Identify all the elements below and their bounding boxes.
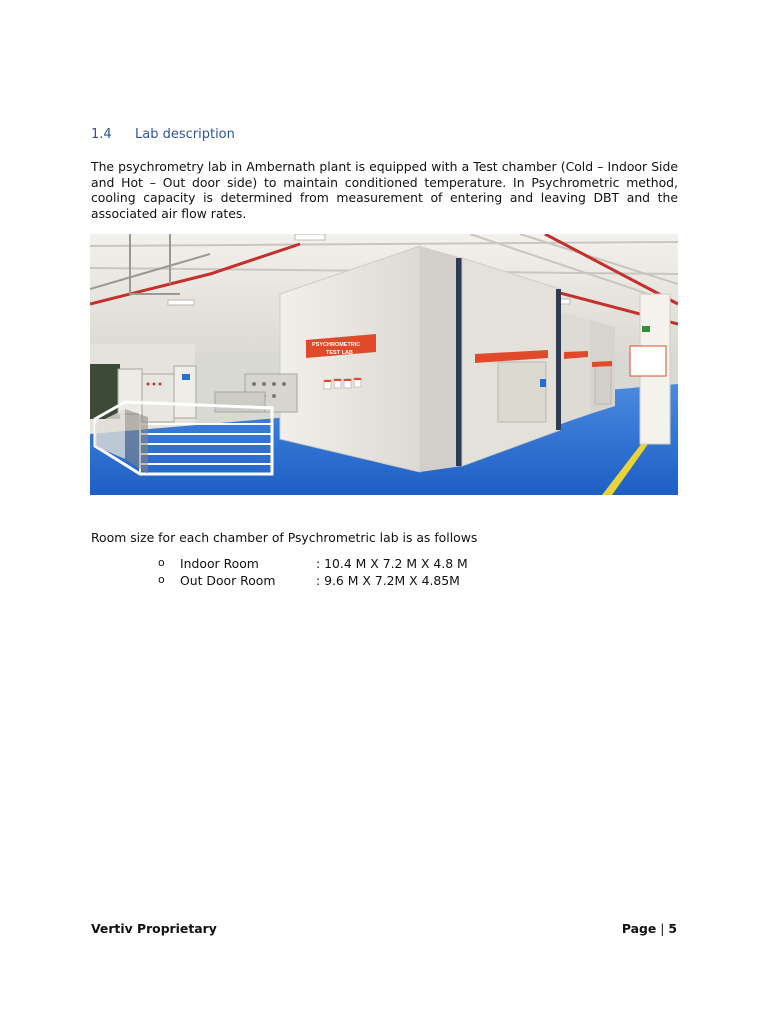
section-title: Lab description — [135, 127, 235, 142]
page-separator: | — [656, 921, 669, 936]
lab-photo — [90, 234, 678, 495]
page-label: Page — [621, 921, 657, 936]
sign-line-2: TEST LAB — [326, 350, 353, 356]
sign-line-1: PSYCHROMETRIC — [312, 342, 361, 348]
footer-page-number — [622, 921, 677, 936]
footer-proprietary: Vertiv Proprietary — [91, 921, 217, 936]
room-name: Out Door Room — [180, 573, 276, 588]
bullet-icon: o — [158, 573, 165, 586]
room-size: : 10.4 M X 7.2 M X 4.8 M — [316, 556, 468, 571]
room-name: Indoor Room — [180, 556, 259, 571]
bullet-icon: o — [158, 556, 165, 569]
rooms-intro: Room size for each chamber of Psychrometric lab is as follows — [91, 530, 478, 545]
page-number: 5 — [668, 921, 677, 936]
room-size: : 9.6 M X 7.2M X 4.85M — [316, 573, 460, 588]
section-number: 1.4 — [91, 127, 112, 142]
section-heading — [91, 127, 235, 142]
lab-description-paragraph: The psychrometry lab in Ambernath plant is equipped with a Test chamber (Cold – Indoor Side and Hot – Out door side) to maintain conditioned temperature. In Psychrometric method, cooling capacity is determined from measurement of entering and leaving DBT and the associated air flow rates. — [91, 159, 678, 221]
